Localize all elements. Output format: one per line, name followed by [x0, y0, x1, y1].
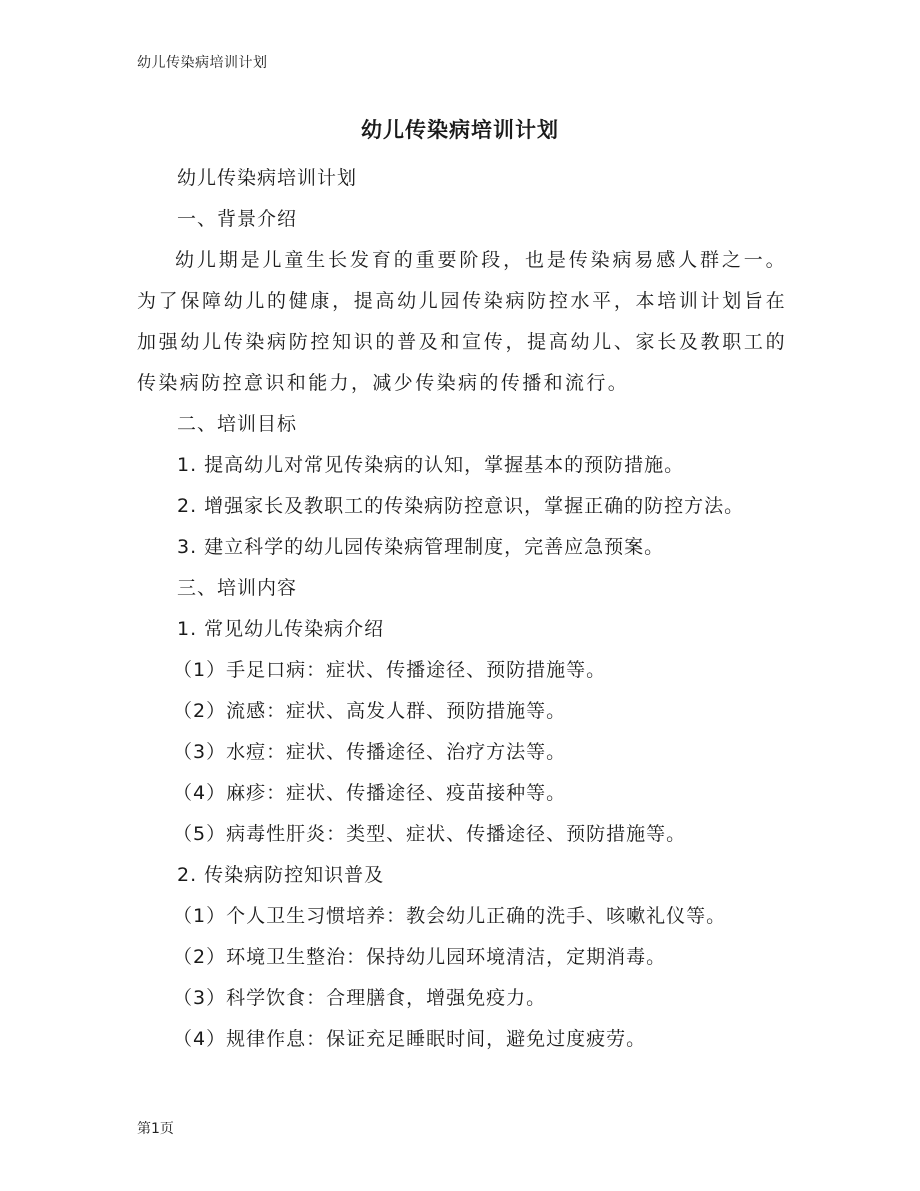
disease-item: （1）手足口病：症状、传播途径、预防措施等。	[173, 659, 607, 681]
prevention-item: （1）个人卫生习惯培养：教会幼儿正确的洗手、咳嗽礼仪等。	[173, 905, 727, 927]
goal-item: 2. 增强家长及教职工的传染病防控意识，掌握正确的防控方法。	[177, 495, 745, 517]
prevention-item: （2）环境卫生整治：保持幼儿园环境清洁，定期消毒。	[173, 946, 667, 968]
section-heading-background: 一、背景介绍	[177, 208, 298, 230]
prevention-item: （3）科学饮食：合理膳食，增强免疫力。	[173, 987, 547, 1009]
section-heading-content: 三、培训内容	[177, 577, 298, 599]
goal-item: 1. 提高幼儿对常见传染病的认知，掌握基本的预防措施。	[177, 454, 685, 476]
section-heading-goals: 二、培训目标	[177, 413, 298, 435]
prevention-item: （4）规律作息：保证充足睡眠时间，避免过度疲劳。	[173, 1028, 647, 1050]
document-body	[137, 158, 787, 1060]
running-header: 幼儿传染病培训计划	[137, 55, 268, 71]
disease-item: （3）水痘：症状、传播途径、治疗方法等。	[173, 741, 567, 763]
document-title: 幼儿传染病培训计划	[361, 118, 559, 142]
disease-item: （4）麻疹：症状、传播途径、疫苗接种等。	[173, 782, 567, 804]
page-number: 第1页	[137, 1121, 174, 1137]
disease-item: （5）病毒性肝炎：类型、症状、传播途径、预防措施等。	[173, 823, 687, 845]
goal-item: 3. 建立科学的幼儿园传染病管理制度，完善应急预案。	[177, 536, 665, 558]
disease-item: （2）流感：症状、高发人群、预防措施等。	[173, 700, 567, 722]
document-subtitle: 幼儿传染病培训计划	[177, 167, 358, 189]
subsection-heading-prevention: 2. 传染病防控知识普及	[177, 864, 385, 886]
background-paragraph: 幼儿期是儿童生长发育的重要阶段，也是传染病易感人群之一。为了保障幼儿的健康，提高幼儿园传染病防控水平，本培训计划旨在加强幼儿传染病防控知识的普及和宣传，提高幼儿、家长及教职工的传染病防控意识和能力，减少传染病的传播和流行。	[137, 249, 787, 394]
subsection-heading-diseases: 1. 常见幼儿传染病介绍	[177, 618, 385, 640]
